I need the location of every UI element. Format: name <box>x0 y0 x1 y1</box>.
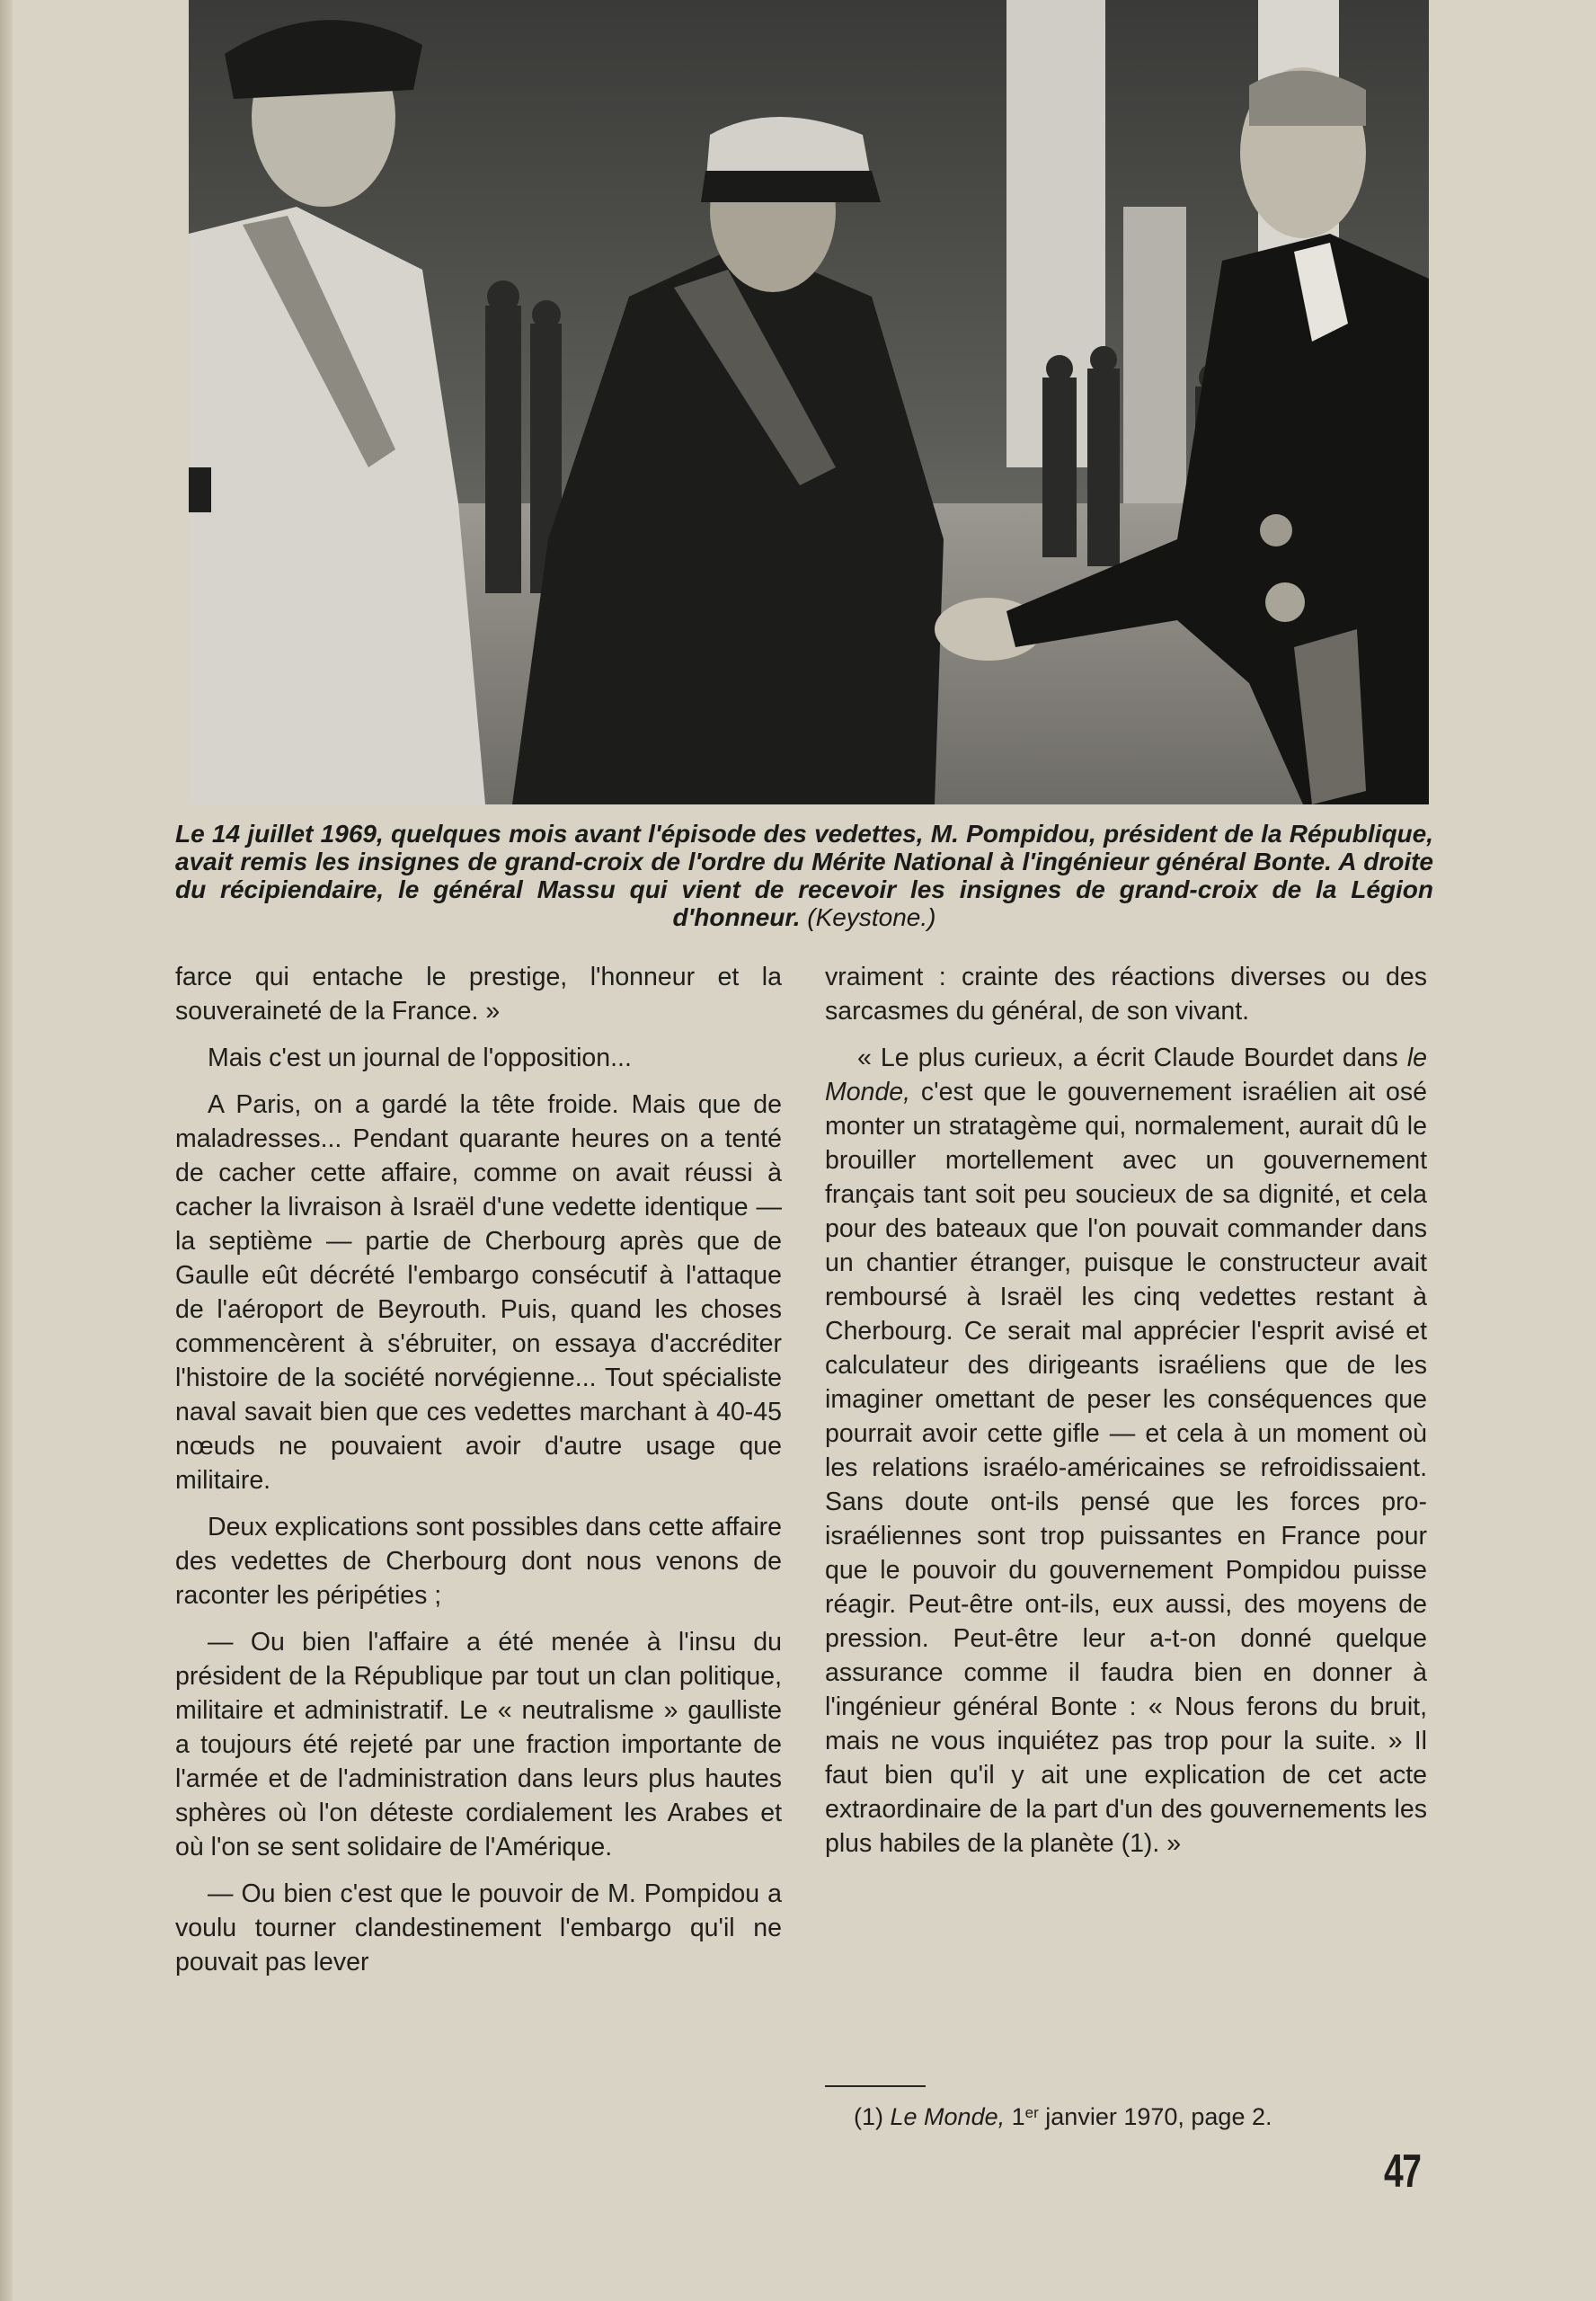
paragraph: farce qui entache le prestige, l'honneur et la souveraineté de la France. » <box>175 963 782 1026</box>
left-column <box>175 960 782 1992</box>
footnote-rest: janvier 1970, page 2. <box>1045 2103 1272 2130</box>
footnote-source: Le Monde, <box>890 2103 1006 2130</box>
paragraph: Deux explications sont possibles dans cette affaire des vedettes de Cherbourg dont nous venons de raconter les péripéties ; <box>175 1513 782 1610</box>
footnote-day: 1 <box>1011 2103 1025 2130</box>
footnote-marker: (1) <box>854 2103 883 2130</box>
footnote <box>854 2101 1411 2132</box>
paragraph: — Ou bien l'affaire a été menée à l'insu du président de la République par tout un clan politique, militaire et administratif. Le « neutralisme » gaulliste a toujours été rejeté par une fraction importante de l'armée et de l'administration dans leurs plus hautes sphères où l'on déteste cordialement les Arabes et où l'on se sent solidaire de l'Amérique. <box>175 1628 782 1861</box>
footnote-divider <box>825 2085 926 2087</box>
photo-credit: (Keystone.) <box>807 903 936 931</box>
page-number: 47 <box>1384 2146 1421 2198</box>
quote-paragraph <box>825 1041 1427 1861</box>
quote-start: « Le plus curieux, a écrit Claude Bourdet dans <box>857 1044 1407 1072</box>
photo-caption <box>175 820 1433 931</box>
right-column <box>825 960 1427 1873</box>
quote-body: c'est que le gouvernement israélien ait osé monter un stratagème qui, normalement, aurait dû le brouiller mortellement avec un gouvernement français tant soit peu soucieux de sa dignité, et cela pour des bateaux que l'on pouvait commander dans un chantier étranger, puisque le constructeur avait remboursé à Israël les cinq vedettes restant à Cherbourg. Ce serait mal apprécier l'esprit avisé et calculateur des dirigeants israéliens que de les imaginer omettant de peser les conséquences que pourrait avoir cette gifle — et cela à un moment où les relations israélo-américaines se refroidissaient. Sans doute ont-ils pensé que les forces pro-israéliennes sont trop puissantes en France pour que le pouvoir du gouvernement Pompidou puisse réagir. Peut-être ont-ils, eux aussi, des moyens de pression. Peut-être leur a-t-on donné quelque assurance comme il faudra bien en donner à l'ingénieur général Bonte : « Nous ferons du bruit, mais ne vous inquiétez pas trop pour la suite. » Il faut bien qu'il y ait une explication de cet acte extraordinaire de la part d'un des gouvernements les plus habiles de la planète (1). » <box>825 1078 1427 1858</box>
footnote-ordinal: er <box>1024 2104 1039 2121</box>
ceremony-photo <box>189 0 1429 804</box>
photograph <box>189 0 1429 804</box>
paragraph: Mais c'est un journal de l'opposition... <box>208 1044 632 1072</box>
journal-name: le Monde, <box>825 1044 1427 1106</box>
paragraph: vraiment : crainte des réactions diverses ou des sarcasmes du général, de son vivant. <box>825 963 1427 1026</box>
page-edge <box>0 0 13 2301</box>
paragraph: A Paris, on a gardé la tête froide. Mais que de maladresses... Pendant quarante heures on a tenté de cacher cette affaire, comme on avait réussi à cacher la livraison à Israël d'une vedette identique — la septième — partie de Cherbourg après que de Gaulle eût décrété l'embargo consécutif à l'attaque de l'aéroport de Beyrouth. Puis, quand les choses commencèrent à s'ébruiter, on essaya d'accréditer l'histoire de la société norvégienne... Tout spécialiste naval savait bien que ces vedettes marchant à 40-45 nœuds ne pouvaient avoir d'autre usage que militaire. <box>175 1090 782 1495</box>
caption-text: Le 14 juillet 1969, quelques mois avant l'épisode des vedettes, M. Pompidou, président de la République, avait remis les insignes de grand-croix de l'ordre du Mérite National à l'ingénieur général Bonte. A droite du récipiendaire, le général Massu qui vient de recevoir les insignes de grand-croix de la Légion d'honneur. <box>175 820 1433 931</box>
paragraph: — Ou bien c'est que le pouvoir de M. Pompidou a voulu tourner clandestinement l'embargo qu'il ne pouvait pas lever <box>175 1879 782 1977</box>
